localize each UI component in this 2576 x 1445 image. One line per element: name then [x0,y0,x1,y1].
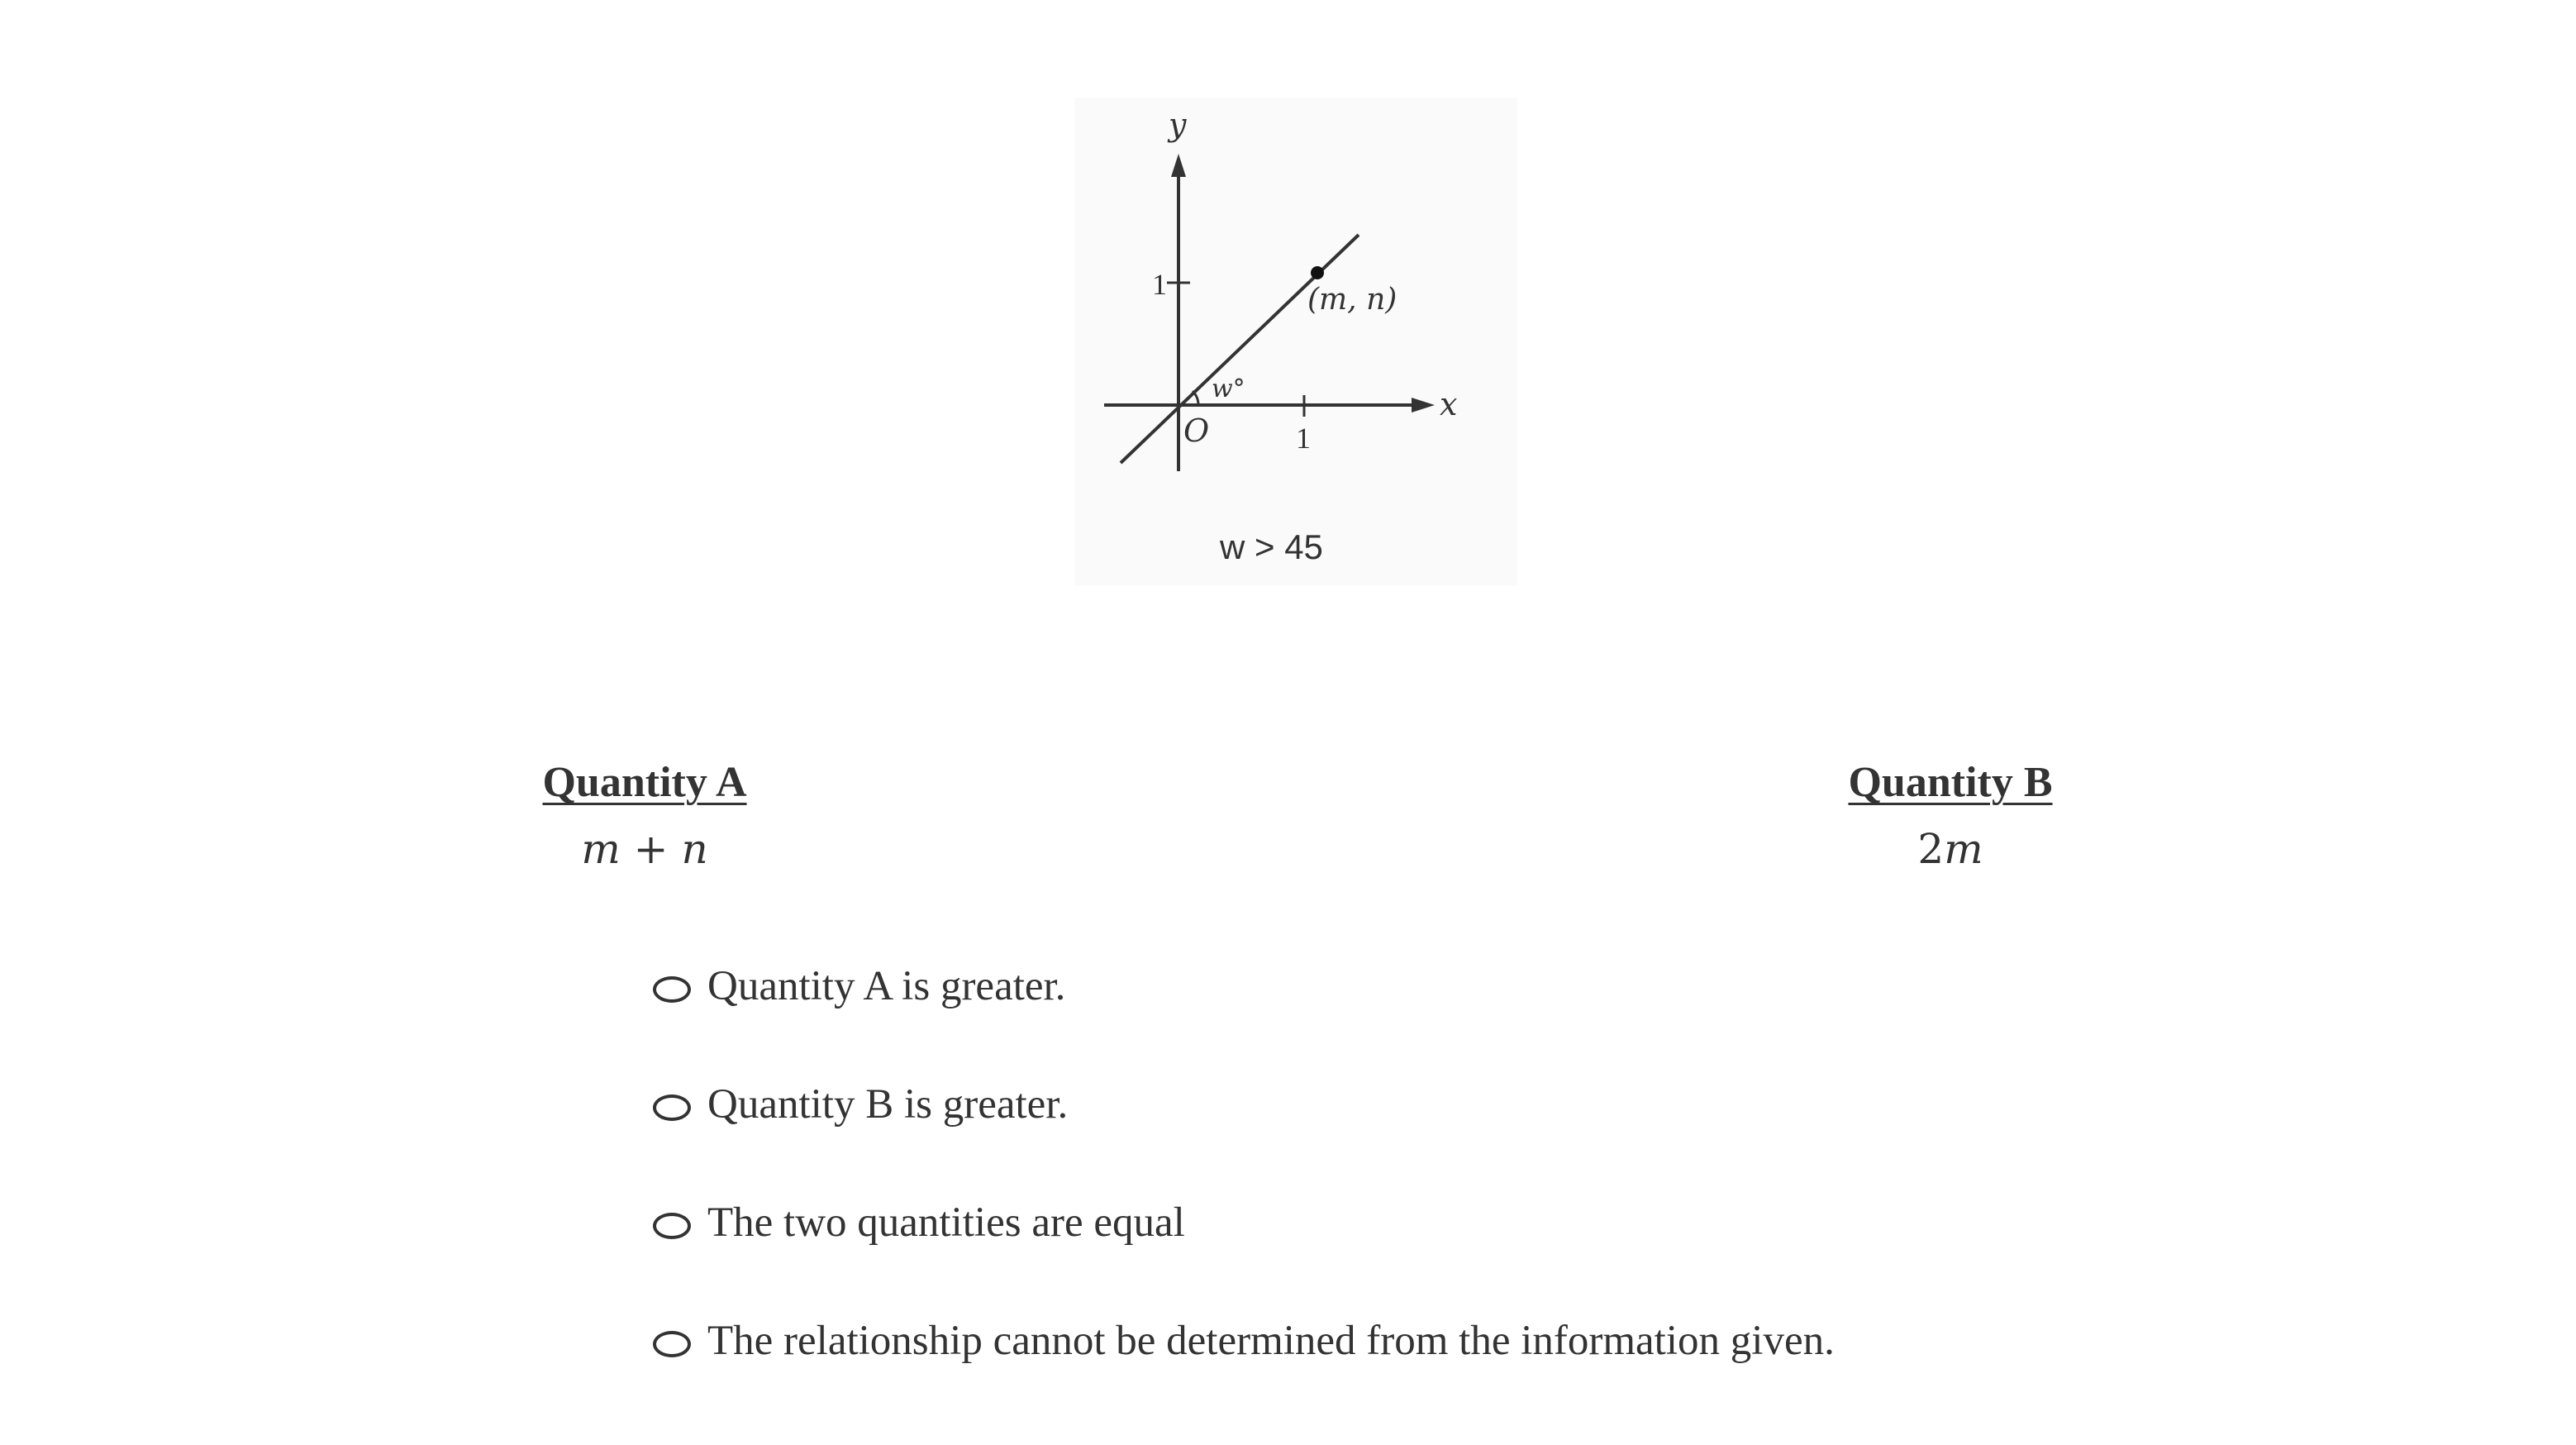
quantity-a-value-plus: + [620,825,682,873]
quantity-b-value-coefficient: 2 [1917,825,1945,873]
quantity-b-column [1818,754,2083,878]
option-b-greater[interactable] [653,1067,1835,1142]
option-label: The two quantities are equal [707,1199,1185,1246]
y-tick-label: 1 [1152,268,1167,301]
coordinate-figure [1074,98,1517,585]
option-label: Quantity B is greater. [707,1081,1069,1128]
y-axis-arrow-icon [1171,154,1186,177]
point-label: (m, n) [1307,283,1398,317]
y-axis-label: y [1169,107,1187,143]
radio-button-icon[interactable] [653,1331,691,1357]
point-m-n [1311,266,1324,279]
coordinate-plane [1074,98,1517,585]
option-label: The relationship cannot be determined from the information given. [707,1318,1835,1364]
option-a-greater[interactable] [653,949,1835,1023]
quantity-a-header: Quantity A [542,759,747,806]
angle-arc [1193,391,1198,405]
x-axis-arrow-icon [1412,398,1435,413]
quantity-a-value-var-n: n [681,825,708,873]
radio-button-icon[interactable] [653,1094,691,1121]
angle-label: w° [1212,374,1245,403]
quantity-b-value-var-m: m [1944,825,1983,873]
radio-button-icon[interactable] [653,1213,691,1239]
answer-options [653,949,1835,1422]
quantity-a-value-var-m: m [581,825,621,873]
quantity-b-header: Quantity B [1848,759,2053,806]
radio-button-icon[interactable] [653,976,691,1003]
quantity-a-value [512,820,777,878]
origin-label: O [1183,413,1210,449]
option-label: Quantity A is greater. [707,963,1066,1009]
x-axis-label: x [1440,386,1458,422]
x-tick-label: 1 [1296,422,1311,455]
option-cannot-determine[interactable] [653,1304,1835,1378]
option-equal[interactable] [653,1185,1835,1260]
condition-text: w > 45 [1220,527,1323,566]
quantity-b-value [1818,820,2083,878]
quantity-a-column [512,754,777,878]
